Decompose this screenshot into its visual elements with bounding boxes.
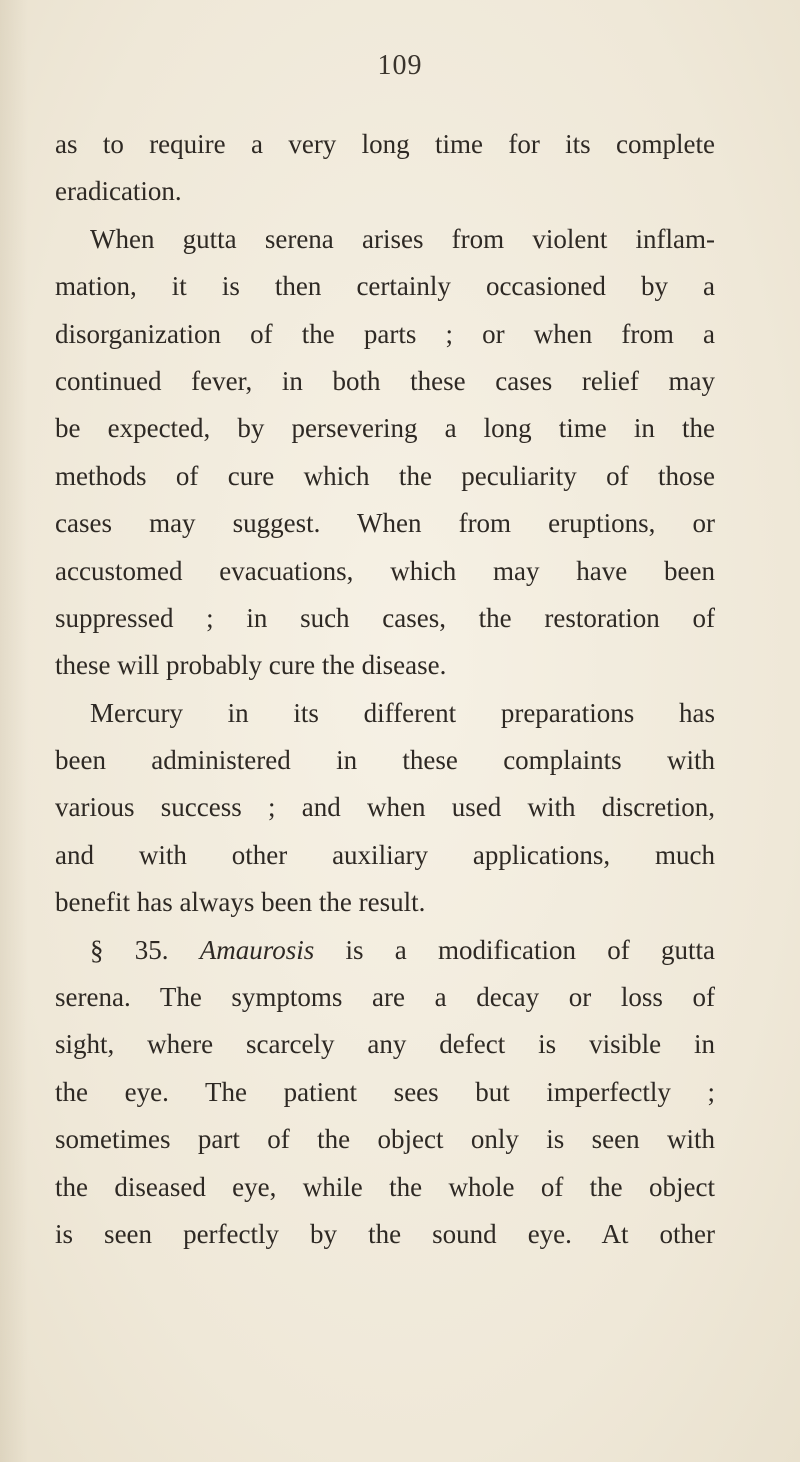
text-line: the eye. The patient sees but imperfectly ; (55, 1076, 715, 1107)
text-line: Mercury in its different preparations has (90, 697, 715, 728)
section-mark-text: § 35. (90, 934, 200, 965)
text-line: sometimes part of the object only is seen with (55, 1124, 715, 1155)
body-text (55, 121, 715, 1258)
text-line: the diseased eye, while the whole of the object (55, 1171, 715, 1202)
page-number: 109 (377, 50, 423, 81)
line-text: is a modification of gutta (314, 934, 716, 965)
text-line: serena. The symptoms are a decay or loss of (55, 982, 715, 1013)
text-line: accustomed evacuations, which may have been (55, 555, 715, 586)
term-amaurosis: Amaurosis (199, 934, 315, 965)
text-line: sight, where scarcely any defect is visible in (55, 1029, 715, 1060)
text-line: eradication. (55, 176, 182, 207)
text-line: mation, it is then certainly occasioned by a (55, 271, 715, 302)
text-line: suppressed ; in such cases, the restoration of (55, 602, 715, 633)
text-line: continued fever, in both these cases relief may (55, 365, 715, 396)
text-line: be expected, by persevering a long time in the (55, 413, 715, 444)
text-line: methods of cure which the peculiarity of those (55, 460, 715, 491)
text-line-section-35 (55, 927, 715, 974)
text-line: and with other auxiliary applications, much (55, 839, 715, 870)
text-line: as to require a very long time for its complete (55, 129, 715, 159)
text-line: When gutta serena arises from violent inflam- (90, 223, 715, 254)
text-line: various success ; and when used with discretion, (55, 792, 715, 823)
text-line: disorganization of the parts ; or when from a (55, 318, 715, 349)
text-line: benefit has always been the result. (55, 887, 426, 918)
text-line: cases may suggest. When from eruptions, or (55, 508, 715, 539)
text-line: these will probably cure the disease. (55, 650, 447, 681)
text-line: been administered in these complaints with (55, 745, 715, 776)
text-line: is seen perfectly by the sound eye. At other (55, 1218, 715, 1249)
